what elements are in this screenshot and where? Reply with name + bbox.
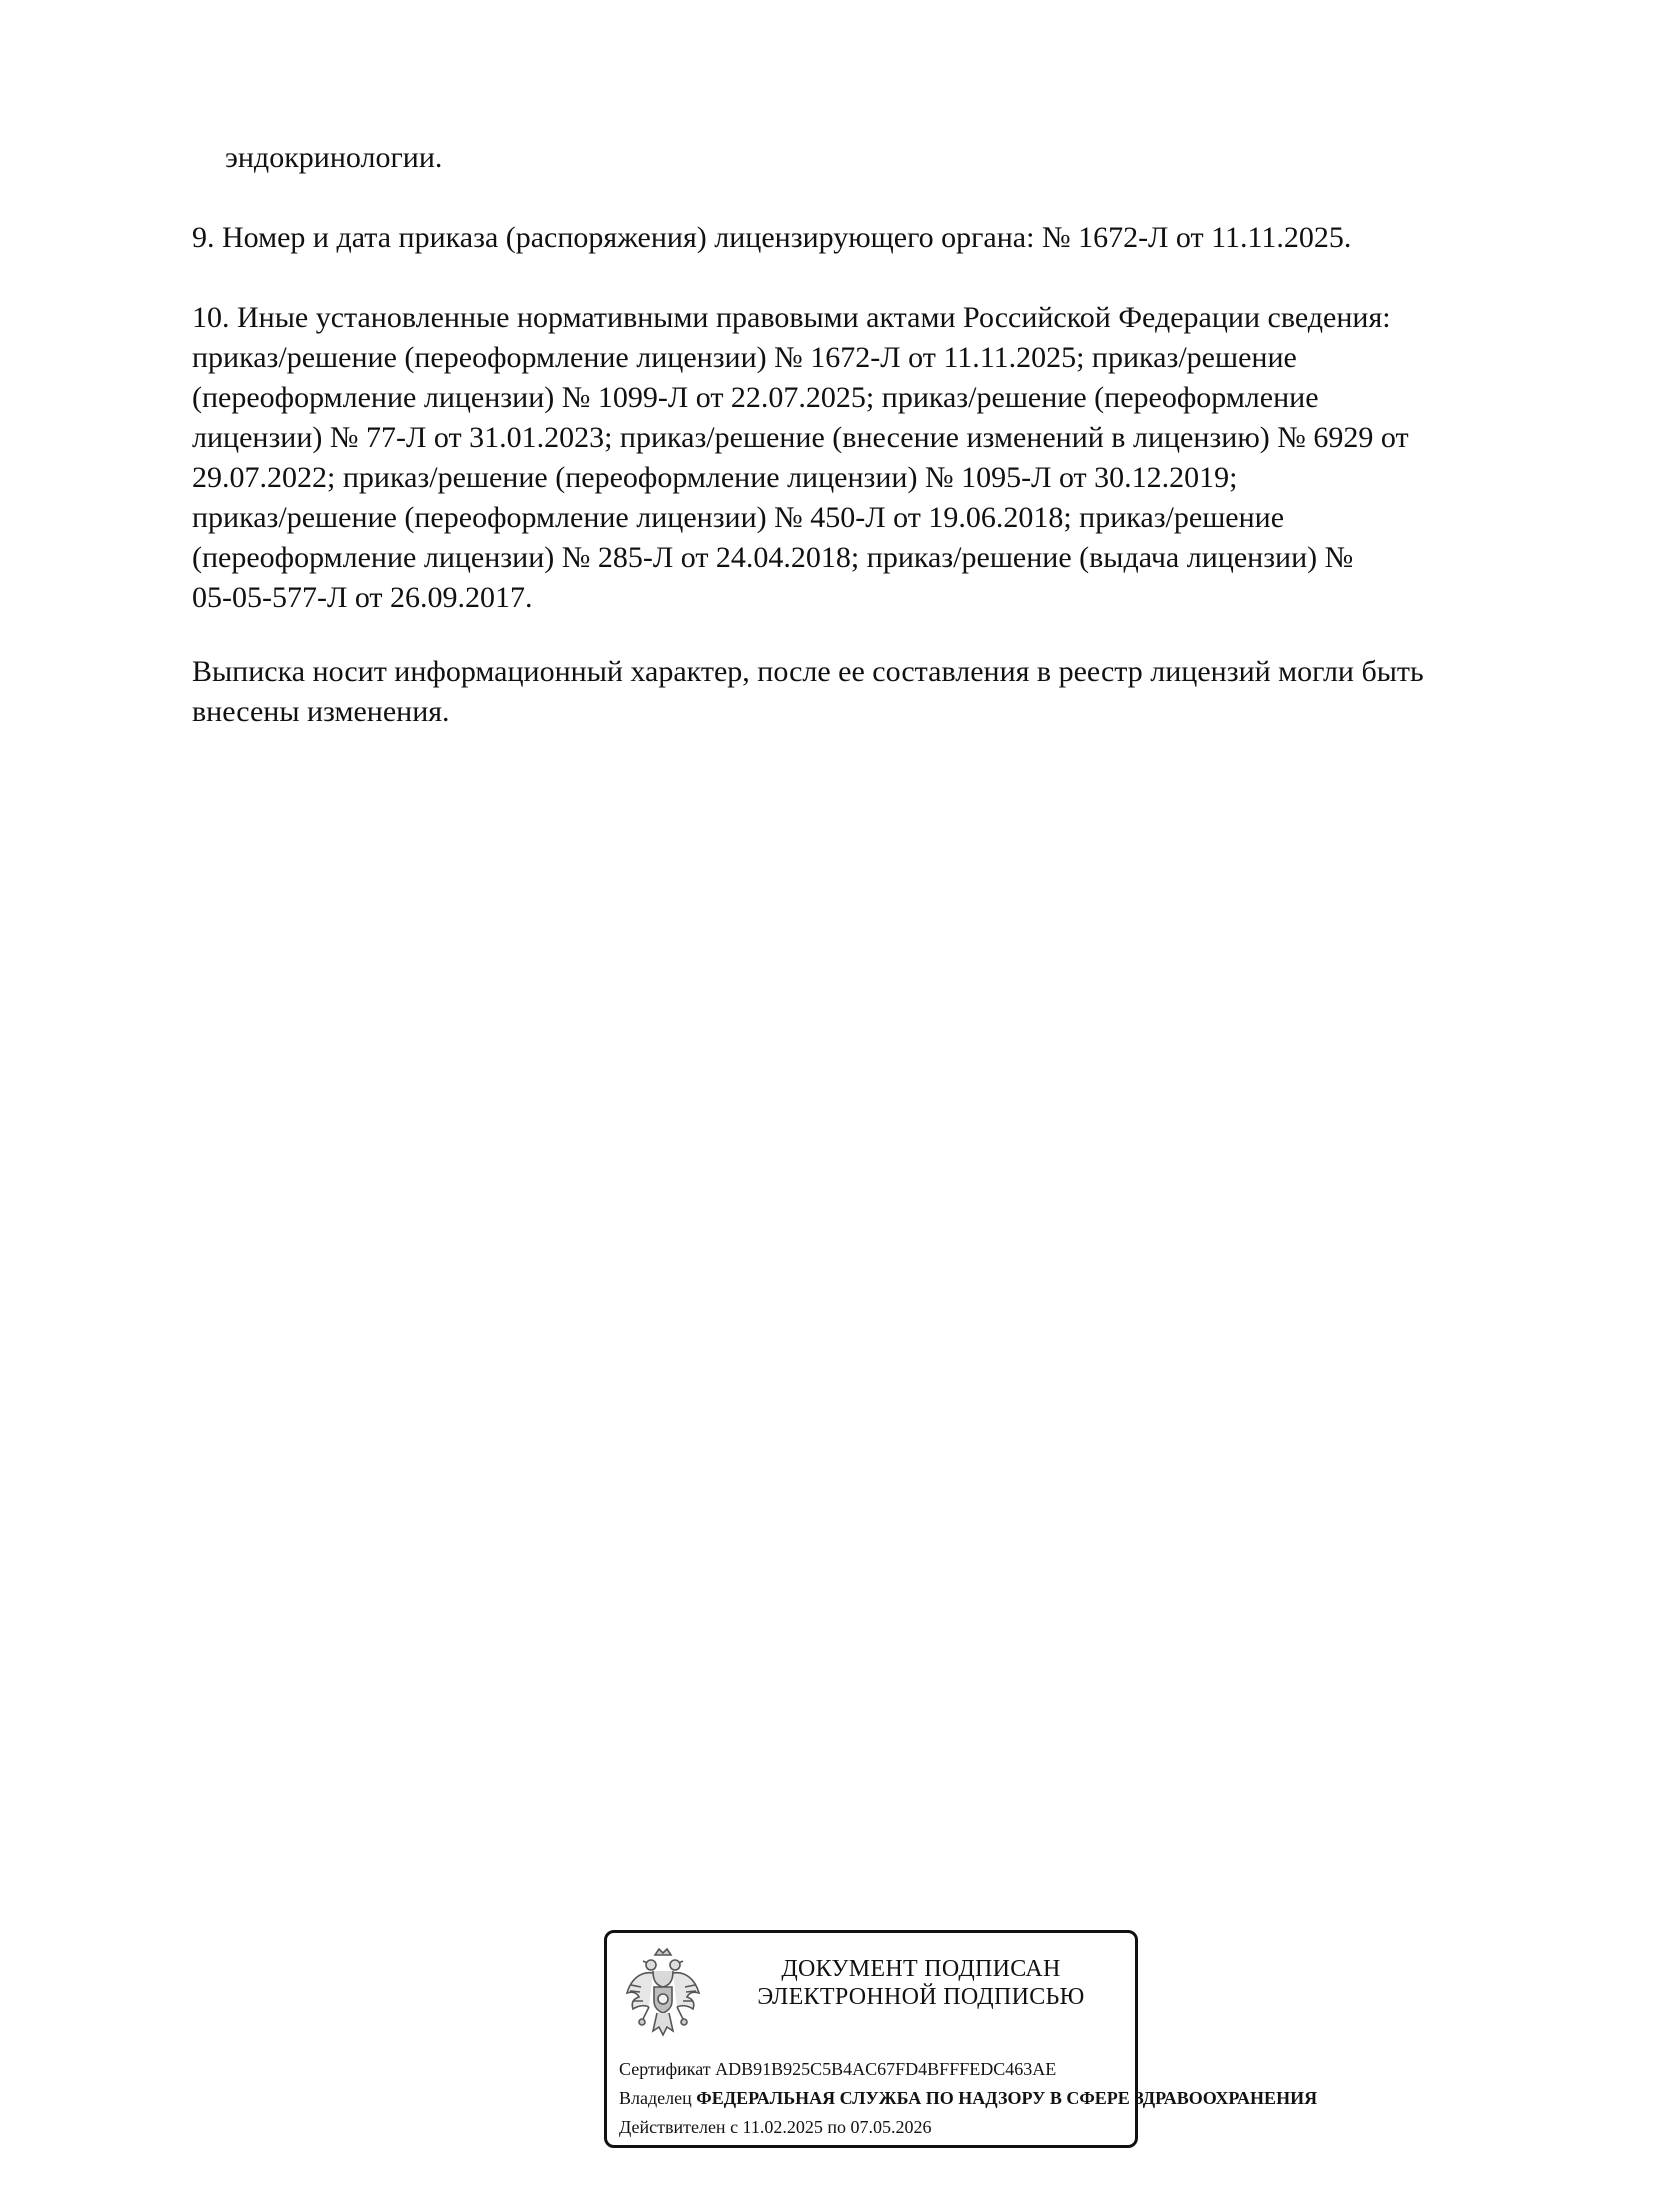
item-10-line: (переоформление лицензии) № 1099-Л от 22.07.2025; приказ/решение (переоформление: [192, 381, 1319, 414]
item-10: [192, 298, 1552, 618]
certificate-value: ADB91B925C5B4AC67FD4BFFFEDC463AE: [715, 2059, 1057, 2079]
certificate-row: [619, 2055, 1317, 2084]
item-9-text: 9. Номер и дата приказа (распоряжения) лицензирующего органа: № 1672-Л от 11.11.2025.: [192, 221, 1352, 254]
stamp-title-line-1: ДОКУМЕНТ ПОДПИСАН: [781, 1956, 1061, 1982]
item-10-line: лицензии) № 77-Л от 31.01.2023; приказ/решение (внесение изменений в лицензию) № 6929 от: [192, 421, 1409, 454]
item-10-line: 29.07.2022; приказ/решение (переоформление лицензии) № 1095-Л от 30.12.2019;: [192, 461, 1238, 494]
disclaimer-line: внесены изменения.: [192, 695, 450, 728]
item-10-line: 05-05-577-Л от 26.09.2017.: [192, 581, 533, 614]
item-10-line: (переоформление лицензии) № 285-Л от 24.04.2018; приказ/решение (выдача лицензии) №: [192, 541, 1354, 574]
stamp-details: [619, 2055, 1317, 2142]
disclaimer-line: Выписка носит информационный характер, после ее составления в реестр лицензий могли быть: [192, 655, 1424, 688]
certificate-label: Сертификат: [619, 2059, 711, 2079]
item-10-line: 10. Иные установленные нормативными правовыми актами Российской Федерации сведения:: [192, 301, 1391, 334]
disclaimer-note: [192, 652, 1552, 732]
continuation-line: эндокринологии.: [225, 141, 443, 174]
owner-label: Владелец: [619, 2088, 692, 2108]
item-10-line: приказ/решение (переоформление лицензии) № 450-Л от 19.06.2018; приказ/решение: [192, 501, 1285, 534]
electronic-signature-stamp: [604, 1930, 1318, 2148]
stamp-title-line-2: ЭЛЕКТРОННОЙ ПОДПИСЬЮ: [757, 1984, 1085, 2010]
continuation-text: [225, 138, 1585, 178]
owner-value: ФЕДЕРАЛЬНАЯ СЛУЖБА ПО НАДЗОРУ В СФЕРЕ ЗДРАВООХРАНЕНИЯ: [696, 2088, 1318, 2108]
stamp-title: [707, 1955, 1135, 2011]
validity-row: Действителен с 11.02.2025 по 07.05.2026: [619, 2117, 932, 2137]
owner-row: [619, 2084, 1317, 2113]
item-9: [192, 218, 1552, 258]
item-10-line: приказ/решение (переоформление лицензии) № 1672-Л от 11.11.2025; приказ/решение: [192, 341, 1297, 374]
coat-of-arms-icon: [623, 1945, 703, 2041]
